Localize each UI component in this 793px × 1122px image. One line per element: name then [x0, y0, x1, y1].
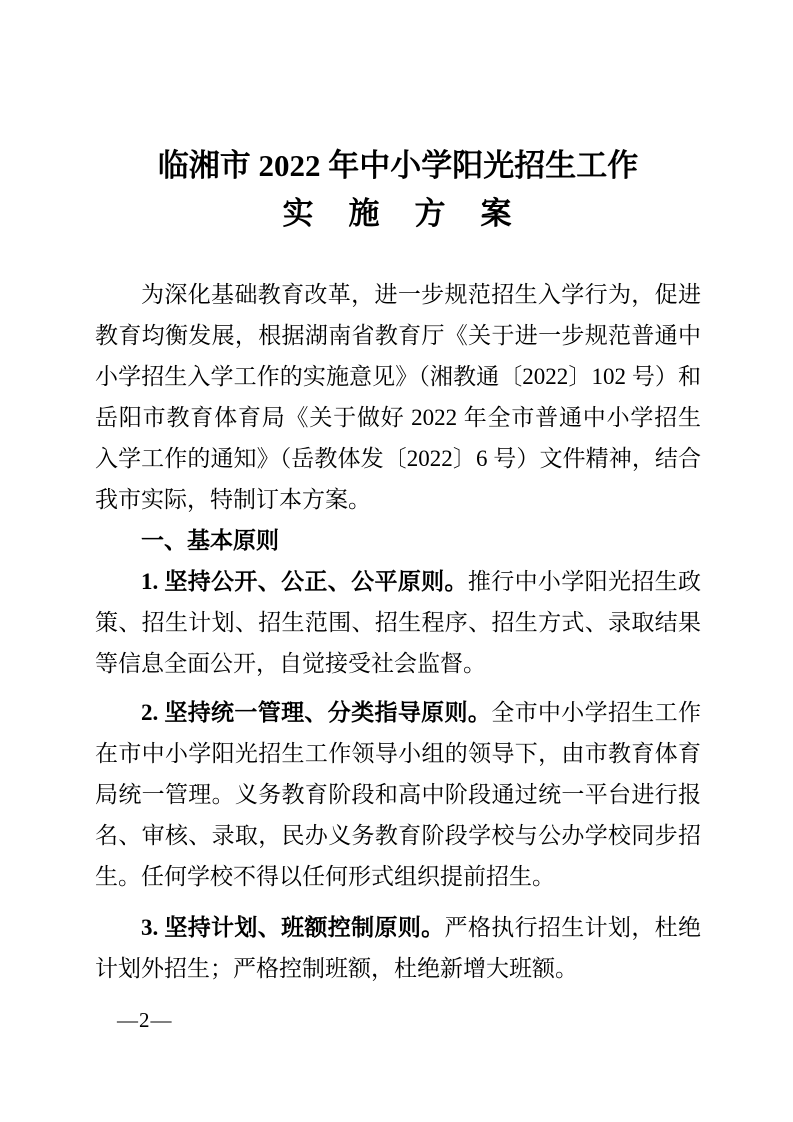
principle-item-1-lead: 1. 坚持公开、公正、公平原则。 [141, 569, 468, 594]
principle-item-2-body: 全市中小学招生工作在市中小学阳光招生工作领导小组的领导下，由市教育体育局统一管理。义务教育阶段和高中阶段通过统一平台进行报名、审核、录取，民办义务教育阶段学校与公办学校同步招生。任何学校不得以任何形式组织提前招生。 [95, 700, 702, 889]
document-title-line-2: 实 施 方 案 [282, 196, 514, 231]
principle-item-3 [95, 907, 701, 989]
document-content [95, 142, 701, 989]
page-number: —2— [117, 1008, 173, 1032]
principle-item-2-lead: 2. 坚持统一管理、分类指导原则。 [141, 700, 492, 725]
document-title-line-1: 临湘市 2022 年中小学阳光招生工作 [157, 148, 639, 183]
principle-item-3-body: 严格执行招生计划，杜绝计划外招生；严格控制班额，杜绝新增大班额。 [95, 915, 702, 981]
principle-item-3-lead: 3. 坚持计划、班额控制原则。 [141, 915, 445, 940]
intro-paragraph: 为深化基础教育改革，进一步规范招生入学行为，促进教育均衡发展，根据湖南省教育厅《关于进一步规范普通中小学招生入学工作的实施意见》（湘教通〔2022〕102 号）和岳阳市教育体育局《关于做好 2022 年全市普通中小学招生入学工作的通知》（岳教体发〔2022〕6 号）文件精神，结合我市实际，特制订本方案。 [95, 282, 701, 512]
principle-item-2 [95, 692, 701, 897]
principle-item-1 [95, 561, 701, 684]
section-heading-basic-principles: 一、基本原则 [141, 527, 279, 553]
principle-item-1-body: 推行中小学阳光招生政策、招生计划、招生范围、招生程序、招生方式、录取结果等信息全面公开，自觉接受社会监督。 [95, 569, 702, 676]
